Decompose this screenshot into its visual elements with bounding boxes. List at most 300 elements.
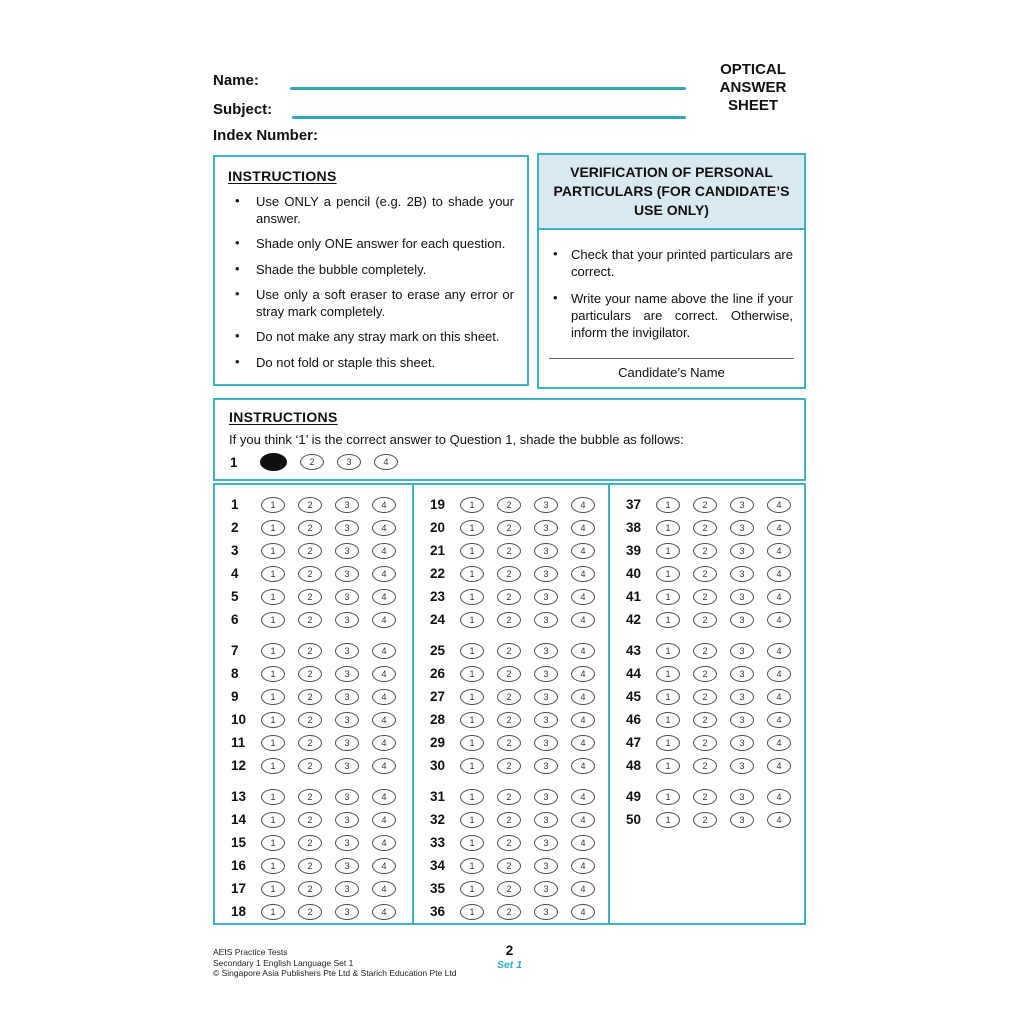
verification-body bbox=[539, 230, 804, 341]
answer-bubble[interactable]: 4 bbox=[571, 497, 595, 513]
question-row-30 bbox=[430, 754, 608, 777]
answer-bubble[interactable]: 4 bbox=[372, 904, 396, 920]
question-row-8 bbox=[231, 662, 412, 685]
answer-bubble[interactable]: 4 bbox=[767, 812, 791, 828]
answer-bubble[interactable]: 1 bbox=[261, 735, 285, 751]
name-input-line[interactable] bbox=[290, 87, 686, 90]
answer-bubble[interactable]: 3 bbox=[534, 666, 558, 682]
answer-bubble[interactable]: 3 bbox=[335, 643, 359, 659]
question-row-13 bbox=[231, 785, 412, 808]
answer-bubble[interactable]: 2 bbox=[298, 835, 322, 851]
answer-bubble[interactable]: 2 bbox=[693, 689, 717, 705]
answer-bubble[interactable]: 3 bbox=[335, 666, 359, 682]
answer-bubble[interactable]: 3 bbox=[335, 812, 359, 828]
answer-bubble[interactable]: 3 bbox=[730, 735, 754, 751]
question-number: 14 bbox=[231, 812, 247, 827]
answer-bubble[interactable]: 2 bbox=[497, 812, 521, 828]
answer-bubble[interactable]: 3 bbox=[335, 712, 359, 728]
answer-bubble[interactable]: 3 bbox=[730, 666, 754, 682]
answer-bubble[interactable]: 4 bbox=[372, 735, 396, 751]
answer-bubble[interactable]: 1 bbox=[460, 758, 484, 774]
question-row-41 bbox=[626, 585, 804, 608]
question-number: 27 bbox=[429, 689, 446, 704]
answer-bubble-shaded[interactable] bbox=[260, 453, 287, 471]
answer-bubble[interactable]: 2 bbox=[298, 758, 322, 774]
question-group bbox=[626, 493, 804, 631]
instruction-item: • Do not make any stray mark on this sheet. bbox=[228, 329, 514, 346]
subject-label: Subject: bbox=[213, 101, 273, 118]
answer-bubble[interactable]: 1 bbox=[261, 712, 285, 728]
question-row-50 bbox=[626, 808, 804, 831]
answer-bubble[interactable]: 2 bbox=[693, 758, 717, 774]
answer-bubble[interactable]: 4 bbox=[571, 689, 595, 705]
instructions-box bbox=[213, 155, 529, 386]
question-number: 6 bbox=[231, 612, 239, 627]
answer-bubble[interactable]: 4 bbox=[767, 566, 791, 582]
answer-bubble[interactable]: 4 bbox=[571, 835, 595, 851]
instruction-item: • Use ONLY a pencil (e.g. 2B) to shade your answer. bbox=[228, 194, 514, 227]
answer-bubble[interactable]: 2 bbox=[693, 735, 717, 751]
answer-bubble[interactable]: 4 bbox=[372, 789, 396, 805]
answer-bubble[interactable]: 3 bbox=[335, 520, 359, 536]
answer-bubble[interactable]: 1 bbox=[460, 520, 484, 536]
answer-bubble[interactable]: 4 bbox=[571, 735, 595, 751]
answer-bubble[interactable]: 4 bbox=[372, 758, 396, 774]
question-number: 46 bbox=[626, 712, 642, 727]
answer-bubble[interactable]: 2 bbox=[497, 612, 521, 628]
answer-bubble[interactable]: 3 bbox=[534, 612, 558, 628]
answer-bubble[interactable]: 1 bbox=[656, 735, 680, 751]
answer-bubble[interactable]: 3 bbox=[534, 712, 558, 728]
answer-bubble[interactable]: 2 bbox=[693, 643, 717, 659]
answer-column-3 bbox=[608, 485, 804, 923]
answer-bubble[interactable]: 4 bbox=[372, 666, 396, 682]
answer-bubble[interactable]: 1 bbox=[460, 566, 484, 582]
answer-bubble[interactable]: 1 bbox=[656, 689, 680, 705]
answer-bubble[interactable]: 3 bbox=[335, 735, 359, 751]
answer-bubble[interactable]: 2 bbox=[693, 712, 717, 728]
answer-bubble[interactable]: 3 bbox=[534, 881, 558, 897]
answer-bubble[interactable]: 1 bbox=[261, 881, 285, 897]
answer-bubble[interactable]: 4 bbox=[571, 666, 595, 682]
question-number: 21 bbox=[429, 543, 446, 558]
answer-bubble[interactable]: 1 bbox=[460, 858, 484, 874]
answer-bubble[interactable]: 3 bbox=[335, 689, 359, 705]
answer-bubble[interactable]: 2 bbox=[693, 612, 717, 628]
answer-bubble[interactable]: 4 bbox=[571, 566, 595, 582]
answer-bubble[interactable]: 4 bbox=[767, 712, 791, 728]
candidate-name-line[interactable] bbox=[549, 358, 794, 359]
question-number: 12 bbox=[231, 758, 247, 773]
answer-bubble[interactable]: 2 bbox=[497, 858, 521, 874]
answer-bubble[interactable]: 1 bbox=[656, 589, 680, 605]
question-number: 45 bbox=[626, 689, 642, 704]
footer-line: © Singapore Asia Publishers Pte Ltd & Starich Education Pte Ltd bbox=[213, 968, 457, 978]
answer-bubble[interactable]: 2 bbox=[298, 566, 322, 582]
subject-input-line[interactable] bbox=[292, 116, 686, 119]
question-number: 3 bbox=[231, 543, 239, 558]
answer-bubble[interactable]: 2 bbox=[298, 789, 322, 805]
footer-line: Secondary 1 English Language Set 1 bbox=[213, 957, 354, 968]
answer-bubble[interactable]: 1 bbox=[460, 789, 484, 805]
question-number: 31 bbox=[429, 789, 446, 804]
answer-bubble[interactable]: 4 bbox=[767, 666, 791, 682]
answer-bubble[interactable]: 4 bbox=[372, 643, 396, 659]
answer-bubble[interactable]: 2 bbox=[497, 904, 521, 920]
answer-bubble[interactable]: 4 bbox=[767, 543, 791, 559]
answer-bubble[interactable]: 1 bbox=[460, 712, 484, 728]
question-number: 19 bbox=[429, 497, 446, 512]
answer-bubble[interactable]: 4 bbox=[372, 881, 396, 897]
answer-bubble[interactable]: 4 bbox=[372, 612, 396, 628]
question-group bbox=[430, 639, 608, 777]
answer-bubble[interactable]: 3 bbox=[730, 758, 754, 774]
verification-list bbox=[547, 246, 793, 341]
question-row-23 bbox=[430, 585, 608, 608]
answer-bubble[interactable]: 2 bbox=[298, 589, 322, 605]
answer-bubble[interactable]: 4 bbox=[767, 643, 791, 659]
answer-bubble[interactable]: 1 bbox=[460, 835, 484, 851]
sheet-title-line: OPTICAL bbox=[720, 61, 786, 78]
question-row-10 bbox=[231, 708, 412, 731]
answer-bubble[interactable]: 3 bbox=[730, 543, 754, 559]
answer-bubble[interactable]: 3 bbox=[730, 789, 754, 805]
answer-bubble[interactable]: 1 bbox=[656, 497, 680, 513]
answer-bubble[interactable]: 4 bbox=[767, 689, 791, 705]
question-number: 29 bbox=[429, 735, 446, 750]
verification-box bbox=[537, 153, 806, 389]
answer-bubble[interactable]: 3 bbox=[534, 812, 558, 828]
question-row-44 bbox=[626, 662, 804, 685]
answer-bubble[interactable]: 4 bbox=[767, 520, 791, 536]
question-number: 35 bbox=[429, 881, 446, 896]
answer-bubble[interactable]: 3 bbox=[730, 497, 754, 513]
answer-bubble[interactable]: 1 bbox=[460, 904, 484, 920]
answer-bubble[interactable]: 3 bbox=[730, 520, 754, 536]
answer-bubble[interactable]: 4 bbox=[571, 858, 595, 874]
answer-bubble[interactable]: 1 bbox=[460, 612, 484, 628]
answer-bubble[interactable]: 3 bbox=[534, 735, 558, 751]
answer-bubble[interactable]: 3 bbox=[534, 543, 558, 559]
answer-bubble[interactable]: 4 bbox=[571, 758, 595, 774]
answer-bubble[interactable]: 4 bbox=[372, 835, 396, 851]
answer-bubble[interactable]: 2 bbox=[497, 666, 521, 682]
answer-bubble[interactable]: 1 bbox=[261, 812, 285, 828]
answer-bubble[interactable]: 1 bbox=[656, 758, 680, 774]
answer-bubble[interactable]: 1 bbox=[261, 689, 285, 705]
question-number: 47 bbox=[626, 735, 642, 750]
answer-bubble[interactable]: 1 bbox=[261, 643, 285, 659]
question-row-28 bbox=[430, 708, 608, 731]
question-number: 36 bbox=[429, 904, 446, 919]
answer-bubble[interactable]: 3 bbox=[335, 566, 359, 582]
answer-bubble[interactable]: 2 bbox=[497, 520, 521, 536]
answer-bubble[interactable]: 2 bbox=[693, 543, 717, 559]
answer-bubble[interactable]: 4 bbox=[571, 643, 595, 659]
answer-bubble[interactable]: 2 bbox=[693, 589, 717, 605]
page-number: 2 bbox=[505, 943, 514, 958]
question-number: 30 bbox=[429, 758, 446, 773]
answer-bubble[interactable]: 1 bbox=[460, 735, 484, 751]
answer-bubble[interactable]: 4 bbox=[372, 589, 396, 605]
answer-bubble[interactable]: 3 bbox=[534, 566, 558, 582]
answer-bubble[interactable]: 3 bbox=[730, 589, 754, 605]
question-number: 42 bbox=[626, 612, 642, 627]
question-number: 25 bbox=[429, 643, 446, 658]
question-number: 38 bbox=[626, 520, 642, 535]
answer-bubble[interactable]: 1 bbox=[261, 612, 285, 628]
example-instructions-title: INSTRUCTIONS bbox=[229, 409, 338, 425]
answer-bubble[interactable]: 4 bbox=[571, 520, 595, 536]
answer-bubble[interactable]: 1 bbox=[261, 835, 285, 851]
answer-bubble[interactable]: 3 bbox=[335, 858, 359, 874]
answer-bubble[interactable]: 4 bbox=[372, 858, 396, 874]
answer-bubble[interactable]: 2 bbox=[298, 543, 322, 559]
question-row-45 bbox=[626, 685, 804, 708]
candidate-name-label: Candidate’s Name bbox=[618, 365, 725, 380]
question-number: 10 bbox=[231, 712, 247, 727]
answer-bubble[interactable]: 3 bbox=[335, 543, 359, 559]
question-row-39 bbox=[626, 539, 804, 562]
answer-bubble[interactable]: 1 bbox=[656, 520, 680, 536]
question-row-12 bbox=[231, 754, 412, 777]
question-row-17 bbox=[231, 877, 412, 900]
answer-bubble[interactable]: 2 bbox=[693, 666, 717, 682]
answer-bubble[interactable]: 1 bbox=[656, 712, 680, 728]
question-row-37 bbox=[626, 493, 804, 516]
question-number: 43 bbox=[626, 643, 642, 658]
answer-bubble[interactable]: 3 bbox=[335, 789, 359, 805]
answer-bubble[interactable]: 1 bbox=[261, 543, 285, 559]
answer-bubble[interactable]: 3 bbox=[534, 643, 558, 659]
answer-bubble[interactable]: 3 bbox=[534, 689, 558, 705]
answer-bubble[interactable]: 3 bbox=[337, 454, 361, 470]
answer-bubble[interactable]: 2 bbox=[298, 858, 322, 874]
answer-bubble[interactable]: 3 bbox=[335, 758, 359, 774]
answer-bubble[interactable]: 2 bbox=[497, 789, 521, 805]
answer-bubble[interactable]: 2 bbox=[298, 881, 322, 897]
instructions-list bbox=[228, 194, 514, 371]
answer-bubble[interactable]: 3 bbox=[335, 881, 359, 897]
answer-bubble[interactable]: 3 bbox=[335, 497, 359, 513]
answer-bubble[interactable]: 1 bbox=[261, 789, 285, 805]
answer-bubble[interactable]: 2 bbox=[298, 666, 322, 682]
answer-bubble[interactable]: 2 bbox=[497, 835, 521, 851]
answer-bubble[interactable]: 4 bbox=[372, 689, 396, 705]
question-number: 17 bbox=[231, 881, 247, 896]
answer-bubble[interactable]: 1 bbox=[656, 812, 680, 828]
instruction-item: • Use only a soft eraser to erase any error or stray mark completely. bbox=[228, 287, 514, 320]
answer-bubble[interactable]: 2 bbox=[298, 520, 322, 536]
answer-bubble[interactable]: 1 bbox=[656, 666, 680, 682]
question-row-38 bbox=[626, 516, 804, 539]
answer-bubble[interactable]: 3 bbox=[730, 643, 754, 659]
question-number: 2 bbox=[231, 520, 239, 535]
answer-bubble[interactable]: 3 bbox=[534, 758, 558, 774]
question-number: 33 bbox=[429, 835, 446, 850]
answer-bubble[interactable]: 1 bbox=[460, 666, 484, 682]
question-row-1 bbox=[231, 493, 412, 516]
question-group bbox=[231, 639, 412, 777]
answer-bubble[interactable]: 2 bbox=[497, 497, 521, 513]
example-instructions-box bbox=[213, 398, 806, 481]
sheet-title bbox=[698, 61, 808, 115]
answer-bubble[interactable]: 2 bbox=[298, 689, 322, 705]
question-row-16 bbox=[231, 854, 412, 877]
answer-bubble[interactable]: 2 bbox=[497, 543, 521, 559]
question-group bbox=[430, 493, 608, 631]
answer-bubble[interactable]: 4 bbox=[571, 904, 595, 920]
answer-bubble[interactable]: 1 bbox=[656, 643, 680, 659]
answer-bubble[interactable]: 2 bbox=[298, 812, 322, 828]
answer-bubble[interactable]: 4 bbox=[372, 712, 396, 728]
answer-bubble[interactable]: 1 bbox=[261, 497, 285, 513]
answer-bubble[interactable]: 4 bbox=[571, 712, 595, 728]
answer-bubble[interactable]: 2 bbox=[300, 454, 324, 470]
answer-bubble[interactable]: 4 bbox=[571, 612, 595, 628]
answer-bubble[interactable]: 1 bbox=[261, 666, 285, 682]
answer-bubble[interactable]: 4 bbox=[571, 589, 595, 605]
answer-bubble[interactable]: 4 bbox=[571, 881, 595, 897]
answer-bubble[interactable]: 1 bbox=[261, 758, 285, 774]
question-row-49 bbox=[626, 785, 804, 808]
question-number: 34 bbox=[429, 858, 446, 873]
answer-bubble[interactable]: 3 bbox=[534, 589, 558, 605]
answer-bubble[interactable]: 3 bbox=[534, 835, 558, 851]
answer-bubble[interactable]: 1 bbox=[261, 858, 285, 874]
answer-bubble[interactable]: 2 bbox=[693, 812, 717, 828]
answer-bubble[interactable]: 2 bbox=[693, 520, 717, 536]
verification-title: VERIFICATION OF PERSONAL PARTICULARS (FOR CANDIDATE’S USE ONLY) bbox=[539, 155, 804, 230]
answer-bubble[interactable]: 3 bbox=[730, 612, 754, 628]
answer-bubble[interactable]: 4 bbox=[767, 612, 791, 628]
question-group bbox=[231, 785, 412, 923]
question-row-31 bbox=[430, 785, 608, 808]
question-row-14 bbox=[231, 808, 412, 831]
answer-bubble[interactable]: 2 bbox=[298, 497, 322, 513]
answer-column-1 bbox=[215, 485, 412, 923]
answer-bubble[interactable]: 2 bbox=[497, 881, 521, 897]
question-number: 39 bbox=[626, 543, 642, 558]
example-question-number: 1 bbox=[230, 454, 238, 470]
answer-bubble[interactable]: 4 bbox=[372, 497, 396, 513]
answer-bubble[interactable]: 4 bbox=[372, 543, 396, 559]
answer-bubble[interactable]: 4 bbox=[372, 520, 396, 536]
question-number: 50 bbox=[626, 812, 642, 827]
answer-bubble[interactable]: 4 bbox=[571, 543, 595, 559]
answer-bubble[interactable]: 1 bbox=[656, 566, 680, 582]
answer-bubble[interactable]: 2 bbox=[497, 566, 521, 582]
question-row-11 bbox=[231, 731, 412, 754]
index-number-label: Index Number: bbox=[213, 127, 319, 144]
answer-bubble[interactable]: 1 bbox=[261, 904, 285, 920]
answer-bubble[interactable]: 2 bbox=[497, 735, 521, 751]
verification-item: • Check that your printed particulars are correct. bbox=[547, 246, 793, 280]
answer-bubble[interactable]: 1 bbox=[460, 497, 484, 513]
answer-bubble[interactable]: 2 bbox=[497, 643, 521, 659]
answer-bubble[interactable]: 1 bbox=[460, 689, 484, 705]
answer-bubble[interactable]: 3 bbox=[534, 520, 558, 536]
answer-bubble[interactable]: 3 bbox=[730, 689, 754, 705]
answer-bubble[interactable]: 3 bbox=[335, 904, 359, 920]
question-number: 37 bbox=[626, 497, 642, 512]
answer-bubble[interactable]: 2 bbox=[497, 689, 521, 705]
answer-bubble[interactable]: 4 bbox=[767, 497, 791, 513]
answer-bubble[interactable]: 4 bbox=[374, 454, 398, 470]
answer-bubble[interactable]: 2 bbox=[693, 497, 717, 513]
answer-bubble[interactable]: 1 bbox=[656, 612, 680, 628]
question-group bbox=[430, 785, 608, 923]
answer-bubble[interactable]: 2 bbox=[693, 789, 717, 805]
answer-bubble[interactable]: 2 bbox=[298, 612, 322, 628]
answer-bubble[interactable]: 4 bbox=[767, 735, 791, 751]
question-number: 24 bbox=[429, 612, 446, 627]
answer-bubble[interactable]: 3 bbox=[335, 589, 359, 605]
answer-bubble[interactable]: 3 bbox=[730, 712, 754, 728]
answer-bubble[interactable]: 3 bbox=[730, 566, 754, 582]
answer-bubble[interactable]: 4 bbox=[571, 812, 595, 828]
answer-bubble[interactable]: 2 bbox=[298, 735, 322, 751]
question-row-20 bbox=[430, 516, 608, 539]
question-row-35 bbox=[430, 877, 608, 900]
answer-bubble[interactable]: 2 bbox=[497, 712, 521, 728]
answer-bubble[interactable]: 2 bbox=[298, 712, 322, 728]
answer-bubble[interactable]: 3 bbox=[534, 497, 558, 513]
answer-grid bbox=[213, 483, 806, 925]
answer-bubble[interactable]: 3 bbox=[534, 858, 558, 874]
answer-bubble[interactable]: 1 bbox=[460, 881, 484, 897]
answer-bubble[interactable]: 1 bbox=[261, 589, 285, 605]
answer-bubble[interactable]: 1 bbox=[261, 566, 285, 582]
sheet-title-line: SHEET bbox=[727, 97, 778, 114]
answer-bubble[interactable]: 3 bbox=[534, 789, 558, 805]
question-group bbox=[626, 785, 804, 831]
answer-bubble[interactable]: 3 bbox=[730, 812, 754, 828]
example-instructions-text: If you think ‘1’ is the correct answer to Question 1, shade the bubble as follows: bbox=[229, 432, 684, 447]
answer-bubble[interactable]: 2 bbox=[298, 643, 322, 659]
question-row-22 bbox=[430, 562, 608, 585]
candidate-signature-area bbox=[539, 358, 804, 380]
question-number: 44 bbox=[626, 666, 642, 681]
answer-bubble[interactable]: 2 bbox=[693, 566, 717, 582]
answer-bubble[interactable]: 3 bbox=[534, 904, 558, 920]
question-row-24 bbox=[430, 608, 608, 631]
answer-bubble[interactable]: 4 bbox=[767, 758, 791, 774]
answer-bubble[interactable]: 1 bbox=[460, 589, 484, 605]
question-row-46 bbox=[626, 708, 804, 731]
answer-bubble[interactable]: 4 bbox=[372, 812, 396, 828]
answer-bubble[interactable]: 1 bbox=[261, 520, 285, 536]
answer-bubble[interactable]: 2 bbox=[497, 589, 521, 605]
answer-bubble[interactable]: 2 bbox=[497, 758, 521, 774]
answer-bubble[interactable]: 3 bbox=[335, 835, 359, 851]
answer-bubble[interactable]: 2 bbox=[298, 904, 322, 920]
question-row-4 bbox=[231, 562, 412, 585]
answer-bubble[interactable]: 1 bbox=[460, 812, 484, 828]
answer-bubble[interactable]: 1 bbox=[460, 543, 484, 559]
question-row-6 bbox=[231, 608, 412, 631]
answer-bubble[interactable]: 1 bbox=[656, 543, 680, 559]
answer-bubble[interactable]: 4 bbox=[372, 566, 396, 582]
instruction-item: • Shade only ONE answer for each question. bbox=[228, 236, 514, 253]
answer-bubble[interactable]: 4 bbox=[767, 789, 791, 805]
answer-bubble[interactable]: 3 bbox=[335, 612, 359, 628]
answer-bubble[interactable]: 1 bbox=[460, 643, 484, 659]
answer-bubble[interactable]: 4 bbox=[571, 789, 595, 805]
answer-bubble[interactable]: 4 bbox=[767, 589, 791, 605]
question-number: 40 bbox=[626, 566, 642, 581]
answer-bubble[interactable]: 1 bbox=[656, 789, 680, 805]
